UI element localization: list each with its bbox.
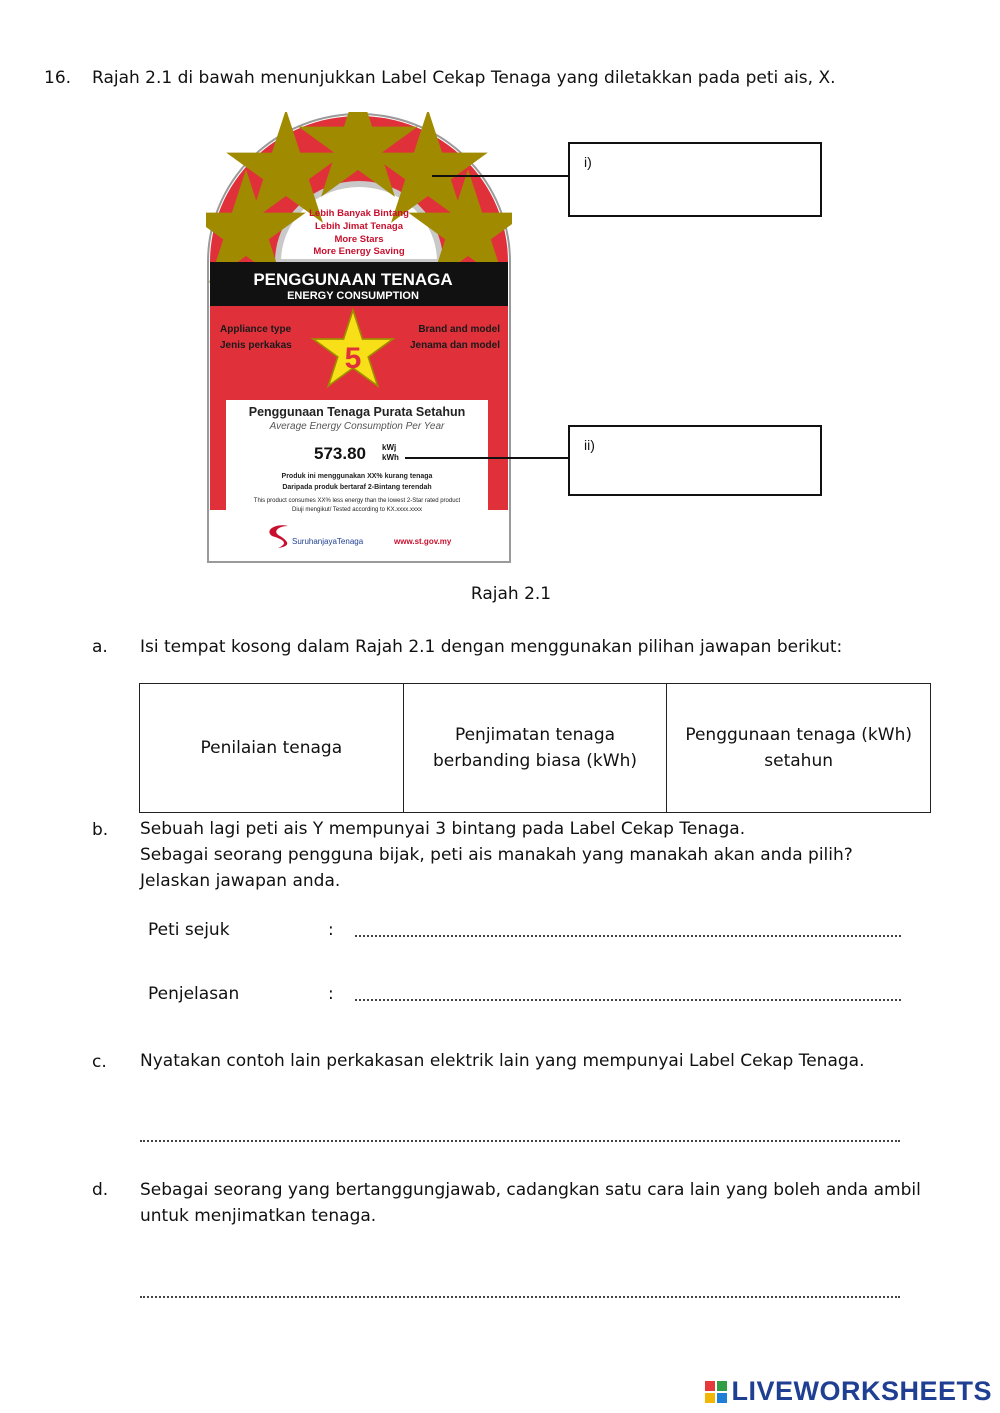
brand-en: Brand and model <box>418 324 500 335</box>
unit-ms: kWj <box>382 443 397 452</box>
part-b-line-2: Sebagai seorang pengguna bijak, peti ais manakah yang manakah akan anda pilih? <box>140 845 853 865</box>
field-colon-2: : <box>328 984 334 1004</box>
banner-subtitle: ENERGY CONSUMPTION <box>287 290 419 302</box>
footer-org: SuruhanjayaTenaga <box>292 537 364 546</box>
part-b-line-1: Sebuah lagi peti ais Y mempunyai 3 bintang pada Label Cekap Tenaga. <box>140 819 746 839</box>
part-b-line-3: Jelaskan jawapan anda. <box>140 871 341 891</box>
answer-box-1-label: i) <box>584 154 592 170</box>
field-label-peti-sejuk: Peti sejuk <box>148 920 230 940</box>
arch-line-3: More Stars <box>334 234 384 245</box>
answer-line-peti-sejuk[interactable] <box>355 935 901 937</box>
part-c-text: Nyatakan contoh lain perkakasan elektrik lain yang mempunyai Label Cekap Tenaga. <box>140 1051 865 1071</box>
fine-print-3: This product consumes XX% less energy than the lowest 2-Star rated product <box>253 498 461 504</box>
footer-url: www.st.gov.my <box>394 537 452 546</box>
box-subtitle: Average Energy Consumption Per Year <box>269 421 445 432</box>
answer-options-table <box>139 683 931 813</box>
fine-print-4: Diuji mengikut/ Tested according to KX.xxxx.xxxx <box>292 507 422 513</box>
star-icon <box>223 208 269 251</box>
liveworksheets-mark-icon <box>705 1381 727 1403</box>
part-b-letter: b. <box>92 820 109 840</box>
question-number: 16. <box>44 68 72 88</box>
answer-box-2-label: ii) <box>584 437 595 453</box>
field-colon-1: : <box>328 920 334 940</box>
star-icon <box>405 148 451 191</box>
part-a-text: Isi tempat kosong dalam Rajah 2.1 dengan menggunakan pilihan jawapan berikut: <box>140 637 843 657</box>
box-title: Penggunaan Tenaga Purata Setahun <box>248 405 466 419</box>
consumption-value: 573.80 <box>314 444 366 463</box>
answer-line-d[interactable] <box>140 1296 900 1298</box>
question-text: Rajah 2.1 di bawah menunjukkan Label Cekap Tenaga yang diletakkan pada peti ais, X. <box>92 68 836 88</box>
energy-label-figure <box>206 112 512 564</box>
arch-line-4: More Energy Saving <box>313 246 405 257</box>
field-label-penjelasan: Penjelasan <box>148 984 240 1004</box>
fine-print-2: Daripada produk bertaraf 2-Bintang terendah <box>282 484 432 491</box>
fine-print-1: Produk ini menggunakan XX% kurang tenaga <box>281 473 433 480</box>
arch-line-1: Lebih Banyak Bintang <box>309 208 409 219</box>
part-d-letter: d. <box>92 1180 109 1200</box>
option-3[interactable]: Penggunaan tenaga (kWh) setahun <box>667 684 931 813</box>
part-c-letter: c. <box>92 1052 107 1072</box>
energy-label-graphic <box>206 112 512 564</box>
callout-line-2 <box>405 457 570 459</box>
part-d-line-2: untuk menjimatkan tenaga. <box>140 1206 377 1226</box>
appliance-type-en: Appliance type <box>220 324 292 335</box>
answer-line-penjelasan[interactable] <box>355 999 901 1001</box>
callout-line-1 <box>432 175 570 177</box>
answer-box-2[interactable] <box>568 425 822 496</box>
unit-en: kWh <box>382 453 399 462</box>
star-icon <box>445 208 491 251</box>
answer-box-1[interactable] <box>568 142 822 217</box>
brand-ms: Jenama dan model <box>409 340 500 351</box>
answer-line-c[interactable] <box>140 1140 900 1142</box>
part-a-letter: a. <box>92 637 108 657</box>
star-icon <box>263 148 309 191</box>
liveworksheets-logo <box>705 1376 992 1407</box>
brand-name: LIVEWORKSHEETS <box>731 1376 992 1406</box>
arch-line-2: Lebih Jimat Tenaga <box>315 221 403 232</box>
star-icon <box>335 122 381 165</box>
option-1[interactable]: Penilaian tenaga <box>140 684 404 813</box>
figure-caption: Rajah 2.1 <box>470 584 552 604</box>
option-2[interactable]: Penjimatan tenaga berbanding biasa (kWh) <box>403 684 667 813</box>
star-rating-number: 5 <box>344 342 362 375</box>
banner-title: PENGGUNAAN TENAGA <box>253 270 453 289</box>
part-d-line-1: Sebagai seorang yang bertanggungjawab, cadangkan satu cara lain yang boleh anda ambil <box>140 1180 921 1200</box>
appliance-type-ms: Jenis perkakas <box>220 340 292 351</box>
